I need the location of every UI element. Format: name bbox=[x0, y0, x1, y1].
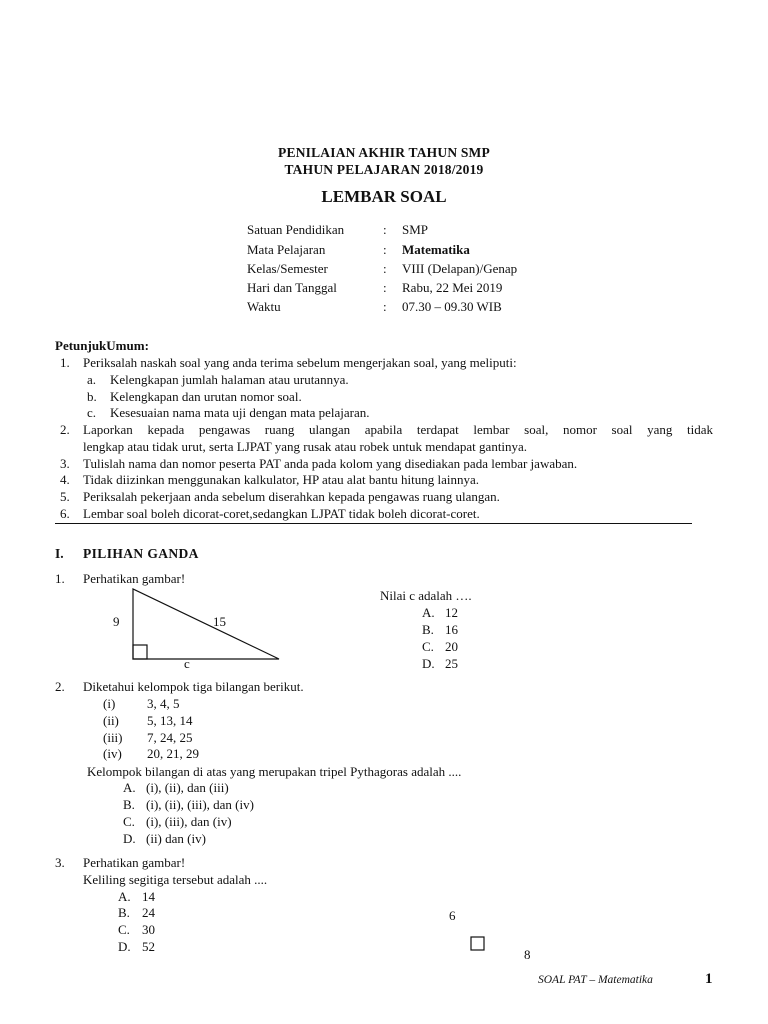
info-value-kelas: VIII (Delapan)/Genap bbox=[402, 261, 518, 276]
right-angle-marker bbox=[133, 645, 147, 659]
sub-letter: b. bbox=[87, 389, 97, 404]
option-letter: A. bbox=[118, 889, 131, 904]
info-separator: : bbox=[383, 242, 387, 257]
question-number: 1. bbox=[55, 571, 65, 586]
option-a: (i), (ii), dan (iii) bbox=[146, 780, 229, 795]
option-letter: B. bbox=[422, 622, 434, 637]
sub-item-b: Kelengkapan dan urutan nomor soal. bbox=[110, 389, 302, 404]
instruction-item-5: Periksalah pekerjaan anda sebelum diserahkan kepada pengawas ruang ulangan. bbox=[83, 489, 500, 504]
question-text: Perhatikan gambar! bbox=[83, 571, 186, 586]
instruction-number: 5. bbox=[60, 489, 70, 504]
instruction-number: 1. bbox=[60, 355, 70, 370]
option-letter: C. bbox=[118, 922, 130, 937]
option-b: 24 bbox=[142, 905, 155, 920]
option-letter: B. bbox=[123, 797, 135, 812]
info-label-mapel: Mata Pelajaran bbox=[247, 242, 326, 257]
instruction-number: 4. bbox=[60, 472, 70, 487]
instruction-item-6: Lembar soal boleh dicorat-coret,sedangkan LJPAT tidak boleh dicorat-coret. bbox=[83, 506, 480, 521]
info-separator: : bbox=[383, 299, 387, 314]
right-angle-marker bbox=[470, 936, 486, 952]
page-number: 1 bbox=[705, 971, 713, 987]
instruction-number: 6. bbox=[60, 506, 70, 521]
info-value-satuan: SMP bbox=[402, 222, 429, 237]
instruction-item-2-line-1: Laporkan kepada pengawas ruang ulangan apabila terdapat lembar soal, nomor soal yang tidak bbox=[83, 422, 713, 437]
instruction-number: 2. bbox=[60, 422, 70, 437]
group-roman: (iv) bbox=[103, 746, 122, 761]
triangle-shape bbox=[133, 589, 279, 659]
section-divider bbox=[55, 523, 692, 524]
info-separator: : bbox=[383, 222, 387, 237]
question-prompt: Nilai c adalah …. bbox=[380, 588, 472, 603]
option-letter: A. bbox=[123, 780, 136, 795]
info-label-hari: Hari dan Tanggal bbox=[247, 280, 337, 295]
info-value-waktu: 07.30 – 09.30 WIB bbox=[402, 299, 502, 314]
option-a: 14 bbox=[142, 889, 155, 904]
info-separator: : bbox=[383, 261, 387, 276]
header-line-2: TAHUN PELAJARAN 2018/2019 bbox=[284, 162, 484, 177]
group-roman: (i) bbox=[103, 696, 116, 711]
option-letter: C. bbox=[123, 814, 135, 829]
info-value-hari: Rabu, 22 Mei 2019 bbox=[402, 280, 503, 295]
option-c: 30 bbox=[142, 922, 155, 937]
question-text: Perhatikan gambar! bbox=[83, 855, 186, 870]
option-letter: D. bbox=[118, 939, 131, 954]
option-c: (i), (iii), dan (iv) bbox=[146, 814, 232, 829]
option-b: 16 bbox=[445, 622, 458, 637]
option-c: 20 bbox=[445, 639, 458, 654]
sub-item-a: Kelengkapan jumlah halaman atau urutannya. bbox=[110, 372, 349, 387]
option-letter: D. bbox=[123, 831, 136, 846]
group-values: 5, 13, 14 bbox=[147, 713, 193, 728]
instruction-item-1: Periksalah naskah soal yang anda terima sebelum mengerjakan soal, yang meliputi: bbox=[83, 355, 517, 370]
question-prompt: Keliling segitiga tersebut adalah .... bbox=[83, 872, 268, 887]
group-values: 3, 4, 5 bbox=[147, 696, 180, 711]
option-letter: B. bbox=[118, 905, 130, 920]
option-d: (ii) dan (iv) bbox=[146, 831, 206, 846]
info-label-waktu: Waktu bbox=[247, 299, 281, 314]
section-title: PILIHAN GANDA bbox=[83, 546, 199, 561]
header-line-1: PENILAIAN AKHIR TAHUN SMP bbox=[278, 145, 490, 160]
instructions-title: PetunjukUmum: bbox=[55, 338, 149, 353]
group-values: 20, 21, 29 bbox=[147, 746, 199, 761]
group-roman: (iii) bbox=[103, 730, 123, 745]
sub-letter: c. bbox=[87, 405, 97, 420]
page-title: LEMBAR SOAL bbox=[321, 187, 447, 206]
option-b: (i), (ii), (iii), dan (iv) bbox=[146, 797, 254, 812]
instruction-number: 3. bbox=[60, 456, 70, 471]
question-number: 3. bbox=[55, 855, 65, 870]
triangle-base-label: 8 bbox=[524, 947, 531, 962]
info-label-satuan: Satuan Pendidikan bbox=[247, 222, 345, 237]
question-text: Diketahui kelompok tiga bilangan berikut. bbox=[83, 679, 304, 694]
question-number: 2. bbox=[55, 679, 65, 694]
triangle-side-label: 6 bbox=[449, 908, 456, 923]
footer-text: SOAL PAT – Matematika bbox=[538, 974, 653, 986]
info-label-kelas: Kelas/Semester bbox=[247, 261, 328, 276]
option-letter: C. bbox=[422, 639, 434, 654]
instruction-item-4: Tidak diizinkan menggunakan kalkulator, HP atau alat bantu hitung lainnya. bbox=[83, 472, 480, 487]
option-d: 52 bbox=[142, 939, 155, 954]
triangle-side-label: 9 bbox=[113, 614, 120, 629]
group-values: 7, 24, 25 bbox=[147, 730, 193, 745]
group-roman: (ii) bbox=[103, 713, 119, 728]
triangle-hypotenuse-label: 15 bbox=[213, 614, 226, 629]
question-prompt: Kelompok bilangan di atas yang merupakan tripel Pythagoras adalah .... bbox=[87, 764, 462, 779]
section-number: I. bbox=[55, 546, 64, 561]
option-letter: A. bbox=[422, 605, 435, 620]
option-letter: D. bbox=[422, 656, 435, 671]
instruction-item-3: Tulislah nama dan nomor peserta PAT anda pada kolom yang disediakan pada lembar jawaban. bbox=[83, 456, 578, 471]
sub-item-c: Kesesuaian nama mata uji dengan mata pelajaran. bbox=[110, 405, 370, 420]
triangle-base-label: c bbox=[184, 656, 190, 671]
option-a: 12 bbox=[445, 605, 458, 620]
option-d: 25 bbox=[445, 656, 458, 671]
sub-letter: a. bbox=[87, 372, 97, 387]
instruction-item-2-line-2: lengkap atau tidak urut, serta LJPAT yang rusak atau robek untuk mendapat gantinya. bbox=[83, 439, 528, 454]
info-value-mapel: Matematika bbox=[402, 242, 470, 257]
info-separator: : bbox=[383, 280, 387, 295]
right-triangle-figure bbox=[125, 585, 285, 665]
